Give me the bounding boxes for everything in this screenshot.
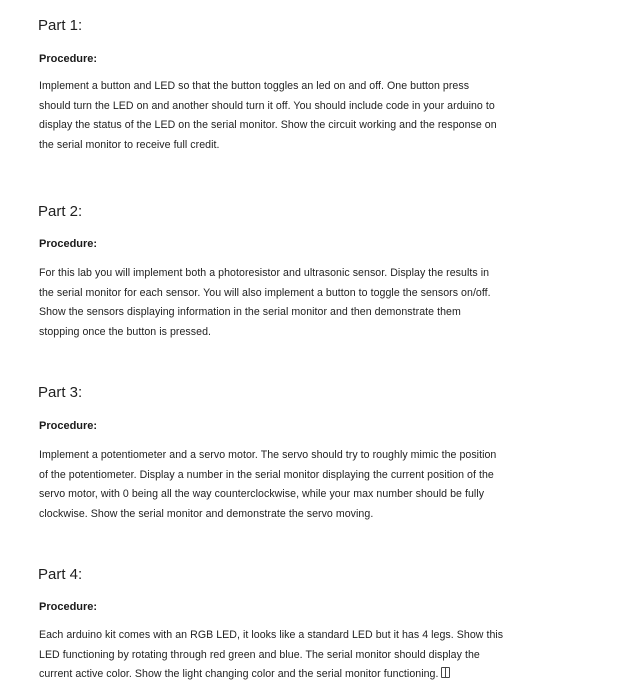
part-3-procedure-label: Procedure: — [39, 420, 98, 432]
part-4-title: Part 4: — [38, 566, 83, 583]
paragraph-line-text: current active color. Show the light changing color and the serial monitor functioning. — [39, 668, 439, 681]
paragraph-line: clockwise. Show the serial monitor and demonstrate the servo moving. — [39, 507, 374, 520]
paragraph-line: should turn the LED on and another should turn it off. You should include code in your arduino to — [39, 99, 495, 112]
paragraph-line: LED functioning by rotating through red green and blue. The serial monitor should display the — [39, 648, 480, 661]
paragraph-line: For this lab you will implement both a photoresistor and ultrasonic sensor. Display the results in — [39, 267, 490, 279]
part-1-title: Part 1: — [38, 17, 83, 34]
part-2-title: Part 2: — [38, 203, 83, 220]
paragraph-line-last — [39, 665, 584, 685]
part-2-procedure-text — [39, 264, 584, 342]
paragraph-line: servo motor, with 0 being all the way counterclockwise, while your max number should be fully — [39, 488, 485, 501]
paragraph-line: the serial monitor for each sensor. You will also implement a button to toggle the sensors on/off. — [39, 286, 491, 299]
part-1-procedure-label: Procedure: — [39, 53, 98, 65]
part-3-procedure-text — [39, 446, 584, 524]
part-3-title: Part 3: — [38, 384, 83, 401]
part-2-procedure-label: Procedure: — [39, 238, 98, 250]
paragraph-line: Implement a button and LED so that the button toggles an led on and off. One button press — [39, 80, 470, 92]
part-4-procedure-text — [39, 626, 584, 685]
paragraph-line: Each arduino kit comes with an RGB LED, it looks like a standard LED but it has 4 legs. Show this — [39, 629, 504, 641]
paragraph-line: the serial monitor to receive full credit. — [39, 138, 220, 151]
paragraph-line: of the potentiometer. Display a number in the serial monitor displaying the current position of the — [39, 468, 494, 481]
paragraph-line: Show the sensors displaying information in the serial monitor and then demonstrate them — [39, 306, 461, 319]
paragraph-line: stopping once the button is pressed. — [39, 325, 212, 338]
text-cursor-icon — [441, 667, 450, 678]
part-1-procedure-text — [39, 77, 584, 155]
paragraph-line: Implement a potentiometer and a servo motor. The servo should try to roughly mimic the position — [39, 449, 497, 461]
part-4-procedure-label: Procedure: — [39, 601, 98, 613]
paragraph-line: display the status of the LED on the serial monitor. Show the circuit working and the response on — [39, 119, 497, 132]
